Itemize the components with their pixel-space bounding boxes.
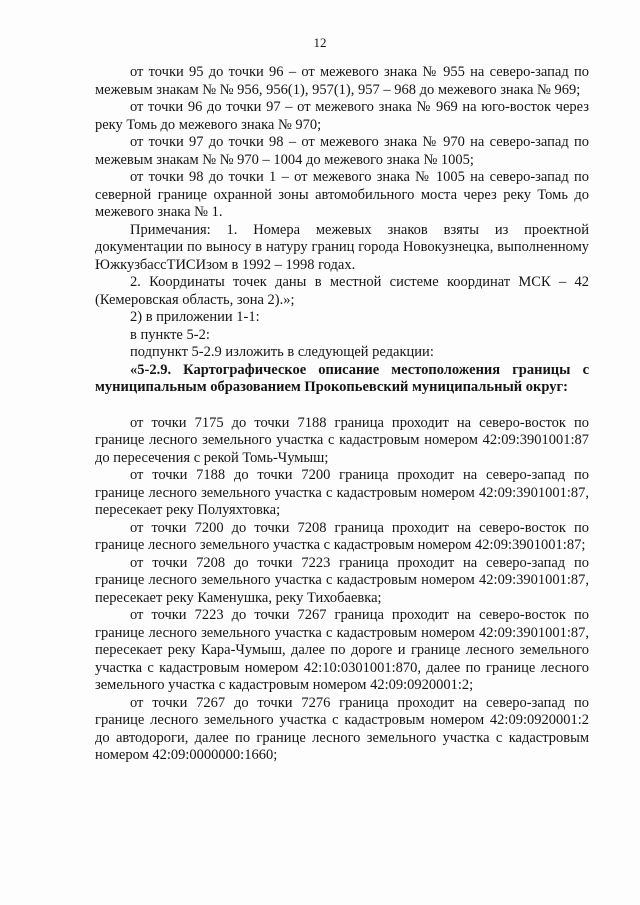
paragraph: от точки 7200 до точки 7208 граница проходит на северо-восток по границе лесного земельного участка с кадастровым номером 42:09:3901001:87; xyxy=(95,519,589,553)
document-body xyxy=(95,64,589,765)
note-paragraph: 2. Координаты точек даны в местной системе координат МСК – 42 (Кемеровская область, зона 2).»; xyxy=(95,274,589,308)
note-paragraph: Примечания: 1. Номера межевых знаков взяты из проектной документации по выносу в натуру границ города Новокузнецка, выполненному ЮжкузбассТИСИзом в 1992 – 1998 годах. xyxy=(95,221,589,273)
paragraph: от точки 98 до точки 1 – от межевого знака № 1005 на северо-запад по северной границе охранной зоны автомобильного моста через реку Томь до межевого знака № 1. xyxy=(95,169,589,220)
page-number: 12 xyxy=(313,35,327,50)
paragraph: от точки 96 до точки 97 – от межевого знака № 969 на юго-восток через реку Томь до межевого знака № 970; xyxy=(95,99,589,133)
paragraph: от точки 7208 до точки 7223 граница проходит на северо-запад по границе лесного земельного участка с кадастровым номером 42:09:3901001:87, пересекает реку Каменушка, реку Тихобаевка; xyxy=(95,554,589,606)
paragraph: 2) в приложении 1-1: xyxy=(130,309,260,325)
paragraph: от точки 7188 до точки 7200 граница проходит на северо-запад по границе лесного земельного участка с кадастровым номером 42:09:3901001:87, пересекает реку Полуяхтовка; xyxy=(95,467,589,518)
paragraph: от точки 95 до точки 96 – от межевого знака № 955 на северо-запад по межевым знакам № № 956, 956(1), 957(1), 957 – 968 до межевого знака № 969; xyxy=(95,64,589,98)
paragraph: в пункте 5-2: xyxy=(130,326,210,343)
paragraph: от точки 7267 до точки 7276 граница проходит на северо-запад по границе лесного земельного участка с кадастровым номером 42:09:0920001:2 до автодороги, далее по границе лесного земельного участка с кадастровым номером 42:09:0000000:1660; xyxy=(95,694,589,763)
paragraph: от точки 7223 до точки 7267 граница проходит на северо-восток по границе лесного земельного участка с кадастровым номером 42:09:3901001:87, пересекает реку Кара-Чумыш, далее по дороге и границе лесного земельного участка с кадастровым номером 42:10:0301001:870, далее по границе лесного земельного участка с кадастровым номером 42:09:0920001:2; xyxy=(95,607,589,693)
paragraph: от точки 7175 до точки 7188 граница проходит на северо-восток по границе лесного земельного участка с кадастровым номером 42:09:3901001:87 до пересечения с рекой Томь-Чумыш; xyxy=(95,414,589,466)
paragraph: от точки 97 до точки 98 – от межевого знака № 970 на северо-запад по межевым знакам № № 970 – 1004 до межевого знака № 1005; xyxy=(95,134,589,168)
paragraph: подпункт 5-2.9 изложить в следующей редакции: xyxy=(130,344,434,360)
spacer xyxy=(95,397,589,415)
section-heading: «5-2.9. Картографическое описание местоположения границы с муниципальным образованием Прокопьевский муниципальный округ: xyxy=(95,361,589,395)
